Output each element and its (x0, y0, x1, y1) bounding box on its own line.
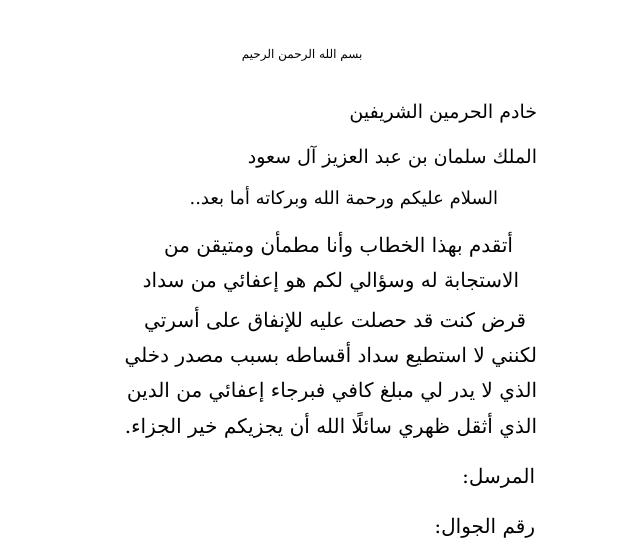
recipient-title: خادم الحرمين الشريفين (349, 101, 537, 123)
body-line-3: قرض كنت قد حصلت عليه للإنفاق على أسرتي (144, 308, 526, 332)
sender-label: المرسل: (462, 464, 535, 488)
body-line-6: الذي أثقل ظهري سائلًا الله أن يجزيكم خير الجزاء. (124, 414, 537, 438)
mobile-number-label: رقم الجوال: (434, 514, 535, 538)
body-line-4: لكنني لا استطيع سداد أقساطه بسبب مصدر دخلي (124, 343, 537, 367)
greeting-line: السلام عليكم ورحمة الله وبركاته أما بعد.. (189, 188, 498, 209)
recipient-name: الملك سلمان بن عبد العزيز آل سعود (247, 146, 537, 168)
body-line-5: الذي لا يدر لي مبلغ كافي فبرجاء إعفائي من الدين (126, 378, 537, 402)
basmala-heading: بسم الله الرحمن الرحيم (241, 47, 363, 61)
body-line-2: الاستجابة له وسؤالي لكم هو إعفائي من سداد (142, 268, 519, 292)
body-line-1: أتقدم بهذا الخطاب وأنا مطمأن ومتيقن من (163, 233, 513, 257)
